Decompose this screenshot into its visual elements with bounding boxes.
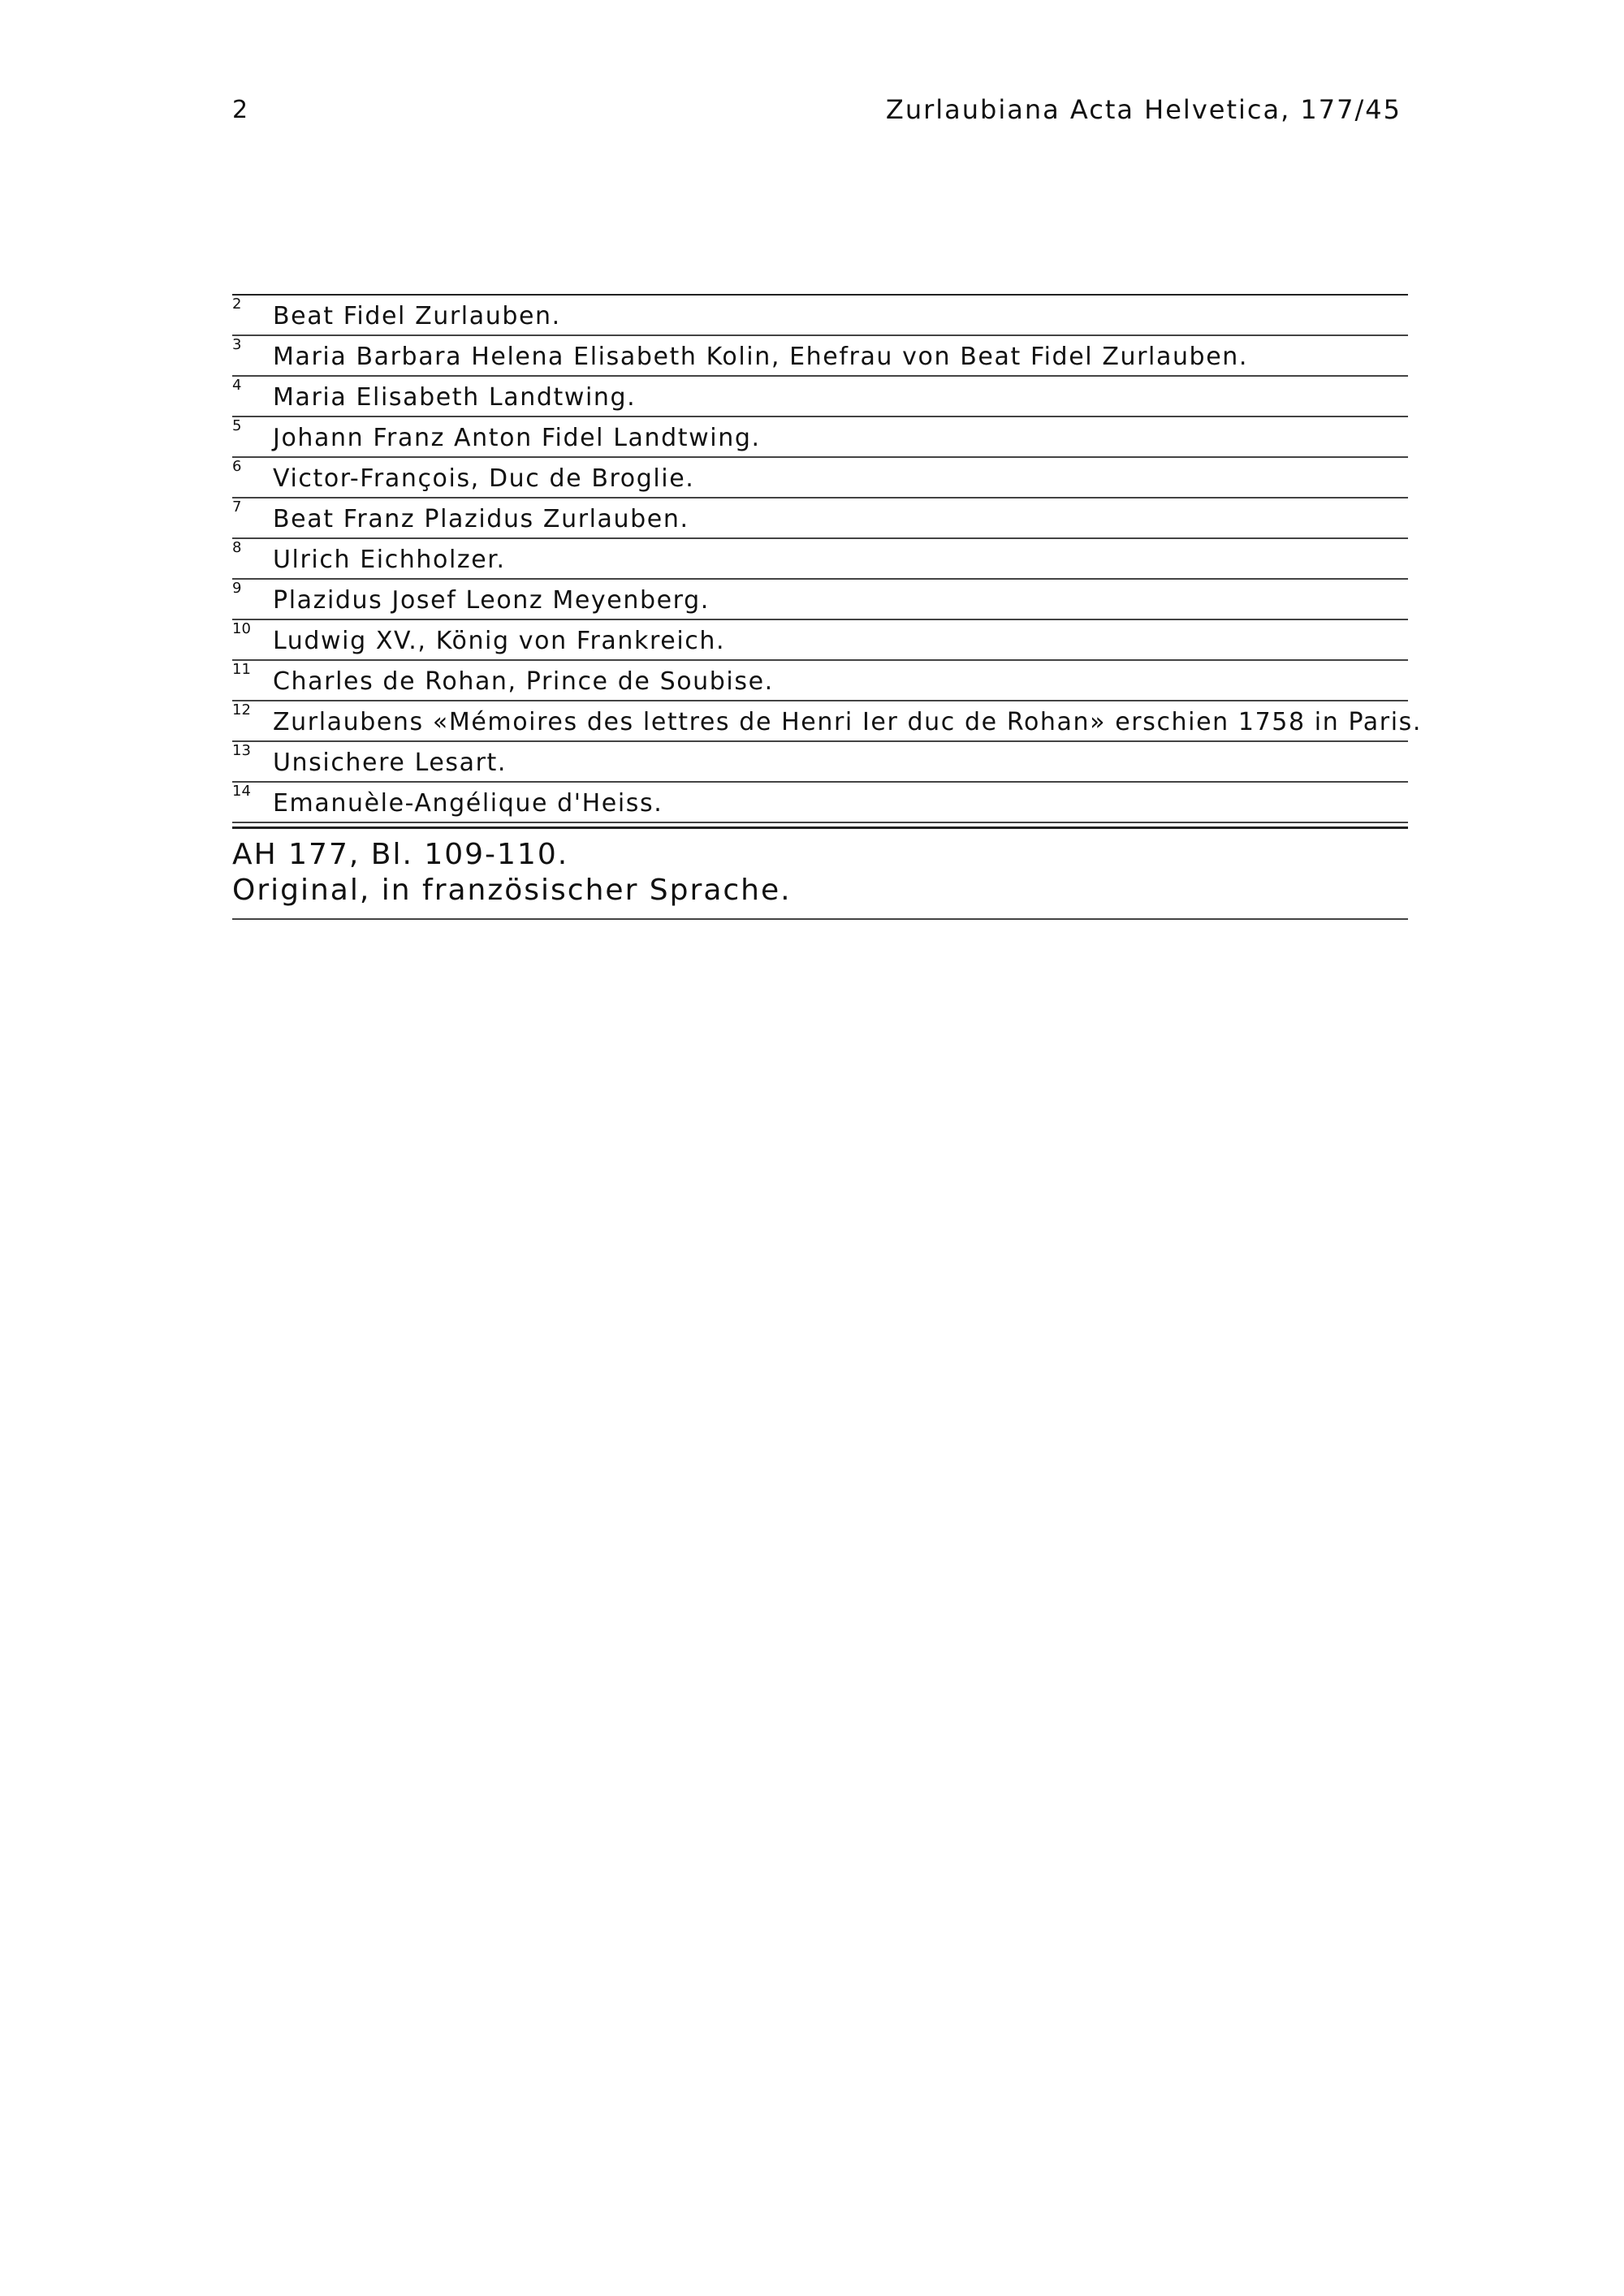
footnote-number: 8 <box>232 539 242 556</box>
footnote-item <box>232 539 1408 580</box>
footnote-item <box>232 620 1408 661</box>
footnote-text: Beat Franz Plazidus Zurlauben. <box>273 505 689 533</box>
footnote-text: Unsichere Lesart. <box>273 749 508 777</box>
footnote-number: 11 <box>232 661 251 678</box>
footnote-text: Emanuèle-Angélique d'Heiss. <box>273 789 663 818</box>
footnote-text: Maria Elisabeth Landtwing. <box>273 383 637 412</box>
footnote-item <box>232 701 1423 742</box>
footnote-item <box>232 498 1408 539</box>
footnote-number: 5 <box>232 417 242 434</box>
footnote-number: 9 <box>232 580 242 597</box>
footnote-text: Victor-François, Duc de Broglie. <box>273 464 695 493</box>
footnote-item <box>232 417 1408 458</box>
footnote-text: Johann Franz Anton Fidel Landtwing. <box>273 424 761 452</box>
footnote-text: Maria Barbara Helena Elisabeth Kolin, Ehefrau von Beat Fidel Zurlauben. <box>273 343 1249 371</box>
footnote-number: 3 <box>232 336 242 353</box>
source-block <box>232 826 1408 920</box>
footnote-item <box>232 661 1408 701</box>
footnote-item <box>232 458 1408 498</box>
footnote-number: 12 <box>232 701 251 719</box>
footnote-number: 6 <box>232 458 242 475</box>
footnote-text: Charles de Rohan, Prince de Soubise. <box>273 667 774 696</box>
footnote-text: Beat Fidel Zurlauben. <box>273 302 561 330</box>
footnote-number: 2 <box>232 296 242 313</box>
footnote-number: 7 <box>232 498 242 516</box>
footnotes-list <box>232 294 1423 823</box>
footnote-text: Plazidus Josef Leonz Meyenberg. <box>273 586 710 615</box>
footnote-item <box>232 377 1408 417</box>
page-number: 2 <box>232 96 249 124</box>
footnote-item <box>232 336 1408 377</box>
footnote-text: Ludwig XV., König von Frankreich. <box>273 627 726 655</box>
footnote-item <box>232 783 1408 823</box>
footnote-text: Ulrich Eichholzer. <box>273 546 506 574</box>
footnote-item <box>232 296 1408 336</box>
footnote-item <box>232 742 1408 783</box>
footnote-number: 4 <box>232 377 242 394</box>
footnote-item <box>232 580 1408 620</box>
source-reference: AH 177, Bl. 109-110. <box>232 838 569 871</box>
source-note: Original, in französischer Sprache. <box>232 874 792 907</box>
footnote-text: Zurlaubens «Mémoires des lettres de Henri Ier duc de Rohan» erschien 1758 in Paris. <box>273 708 1423 736</box>
running-header-title: Zurlaubiana Acta Helvetica, 177/45 <box>885 94 1402 125</box>
footnote-number: 14 <box>232 783 251 800</box>
footnote-number: 10 <box>232 620 251 637</box>
footnote-number: 13 <box>232 742 251 759</box>
